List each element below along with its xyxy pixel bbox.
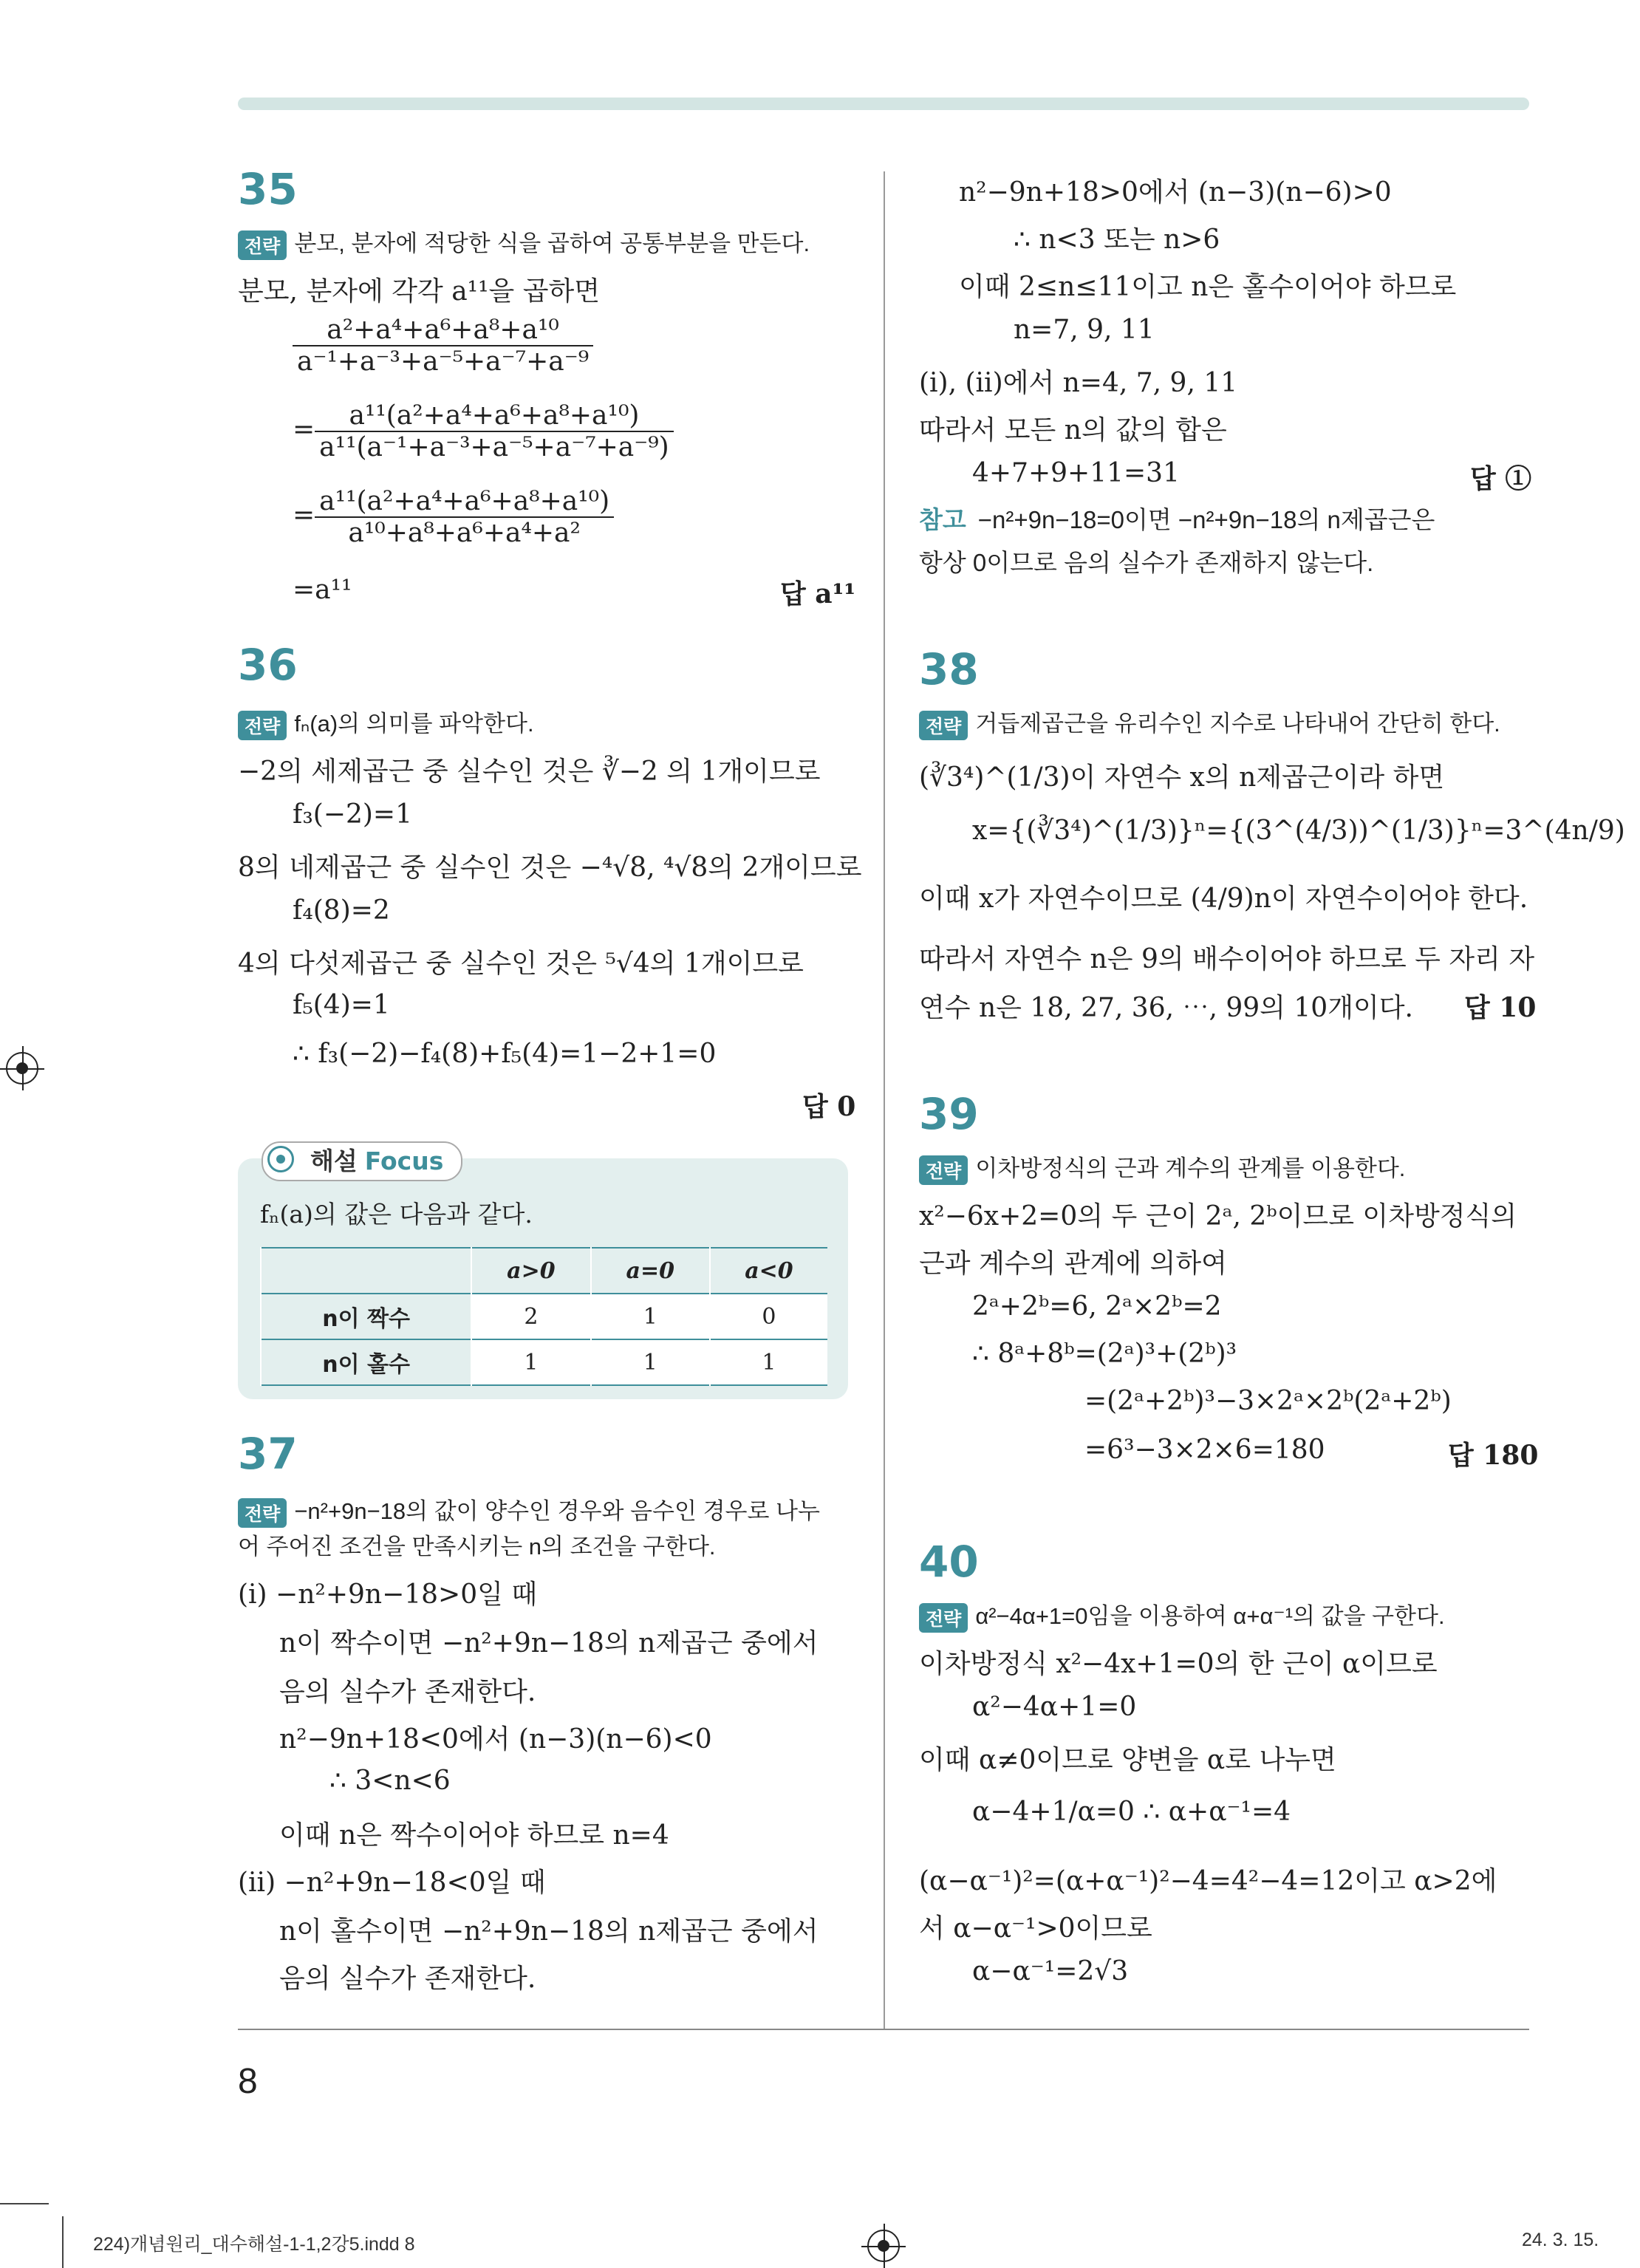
p38-line: (∛3⁴)^(1/3)이 자연수 x의 n제곱근이라 하면	[919, 762, 1445, 793]
p40-line: α−α⁻¹=2√3	[972, 1956, 1129, 1987]
p36-line: 8의 네제곱근 중 실수인 것은 −⁴√8, ⁴√8의 2개이므로	[238, 853, 862, 883]
p35-fraction-2: = $\frac{\text{a¹¹(a²+a⁴+a⁶+a⁸+a¹⁰)}}{\text{a¹¹(a⁻¹+a⁻³+a⁻⁵+a⁻⁷+a⁻⁹)}}$	[293, 400, 674, 462]
p36-line: f₅(4)=1	[293, 990, 390, 1020]
strategy-text: α²−4α+1=0임을 이용하여 α+α⁻¹의 값을 구한다.	[975, 1603, 1445, 1629]
page-number: 8	[238, 2062, 258, 2101]
p37-line: n이 홀수이면 −n²+9n−18의 n제곱근 중에서	[279, 1916, 819, 1947]
p37-line: 이때 2≤n≤11이고 n은 홀수이어야 하므로	[959, 272, 1457, 302]
p35-den-2: a¹¹(a⁻¹+a⁻³+a⁻⁵+a⁻⁷+a⁻⁹)	[319, 432, 669, 462]
p39-line: 근과 계수의 관계에 의하여	[919, 1249, 1227, 1279]
focus-title-ko: 해설	[310, 1147, 358, 1175]
p38-line: 연수 n은 18, 27, 36, ⋯, 99의 10개이다.	[919, 993, 1413, 1023]
p39-line: ∴ 8ᵃ+8ᵇ=(2ᵃ)³+(2ᵇ)³	[972, 1339, 1237, 1369]
p40-line: 이차방정식 x²−4x+1=0의 한 근이 α이므로	[919, 1649, 1438, 1679]
footer-divider	[238, 2029, 1529, 2030]
strategy-text: 이차방정식의 근과 계수의 관계를 이용한다.	[975, 1155, 1406, 1181]
strategy-38	[919, 705, 1500, 740]
registration-mark-icon	[867, 2230, 900, 2262]
p36-line: −2의 세제곱근 중 실수인 것은 ∛−2 의 1개이므로	[238, 756, 821, 787]
problem-number-35: 35	[238, 164, 298, 214]
p36-line: f₃(−2)=1	[293, 799, 412, 830]
problem-number-36: 36	[238, 640, 298, 690]
p37-line: n²−9n+18<0에서 (n−3)(n−6)<0	[279, 1724, 712, 1755]
p37-line: ∴ 3<n<6	[329, 1766, 451, 1796]
p40-line: α−4+1/α=0 ∴ α+α⁻¹=4	[972, 1797, 1291, 1827]
p37-line: 이때 n은 짝수이어야 하므로 n=4	[279, 1820, 669, 1851]
strategy-37	[238, 1492, 820, 1528]
p37-line: ∴ n<3 또는 n>6	[1014, 225, 1220, 255]
registration-mark-icon	[6, 1052, 38, 1085]
crop-mark	[0, 2203, 49, 2204]
p40-line: α²−4α+1=0	[972, 1692, 1137, 1722]
column-divider	[884, 171, 885, 2029]
answer-39: 답 180	[1448, 1440, 1539, 1471]
table-row	[261, 1339, 827, 1385]
p38-line: x={(∛3⁴)^(1/3)}ⁿ={(3^(4/3))^(1/3)}ⁿ=3^(4n/9)	[972, 816, 1625, 846]
note-37-cont: 항상 0이므로 음의 실수가 존재하지 않는다.	[919, 549, 1374, 576]
strategy-text: fₙ(a)의 의미를 파악한다.	[294, 711, 534, 737]
problem-number-37: 37	[238, 1429, 298, 1479]
p37-line: 4+7+9+11=31	[972, 458, 1180, 488]
p40-line: 서 α−α⁻¹>0이므로	[919, 1913, 1152, 1944]
footer-filename: 224)개념원리_대수해설-1-1,2강5.indd 8	[93, 2234, 415, 2255]
p37-line: 음의 실수가 존재한다.	[279, 1677, 536, 1707]
focus-title-en: Focus	[364, 1147, 444, 1175]
answer-38: 답 10	[1464, 992, 1537, 1023]
row-label: n이 짝수	[261, 1294, 471, 1339]
table-cell: 1	[591, 1339, 710, 1385]
p39-line: =(2ᵃ+2ᵇ)³−3×2ᵃ×2ᵇ(2ᵃ+2ᵇ)	[1084, 1386, 1452, 1416]
strategy-36	[238, 705, 534, 740]
p35-den-1: a⁻¹+a⁻³+a⁻⁵+a⁻⁷+a⁻⁹	[297, 346, 590, 377]
table-cell: 1	[471, 1339, 590, 1385]
crop-mark	[62, 2216, 64, 2268]
note-label: 참고	[919, 506, 966, 533]
answer-36: 답 0	[802, 1091, 856, 1122]
p36-line: f₄(8)=2	[293, 895, 390, 926]
p37-line: (i) −n²+9n−18>0일 때	[238, 1579, 538, 1610]
table-row	[261, 1294, 827, 1339]
strategy-37-cont: 어 주어진 조건을 만족시키는 n의 조건을 구한다.	[238, 1534, 716, 1560]
p37-line: (i), (ii)에서 n=4, 7, 9, 11	[919, 368, 1238, 398]
p36-line: 4의 다섯제곱근 중 실수인 것은 ⁵√4의 1개이므로	[238, 949, 804, 979]
table-header: a>0	[471, 1248, 590, 1294]
p35-fraction-3: = $\frac{\text{a¹¹(a²+a⁴+a⁶+a⁸+a¹⁰)}}{\text{a¹⁰+a⁸+a⁶+a⁴+a²}}$	[293, 486, 614, 548]
strategy-tag: 전략	[919, 1155, 968, 1185]
p39-line: =6³−3×2×6=180	[1084, 1435, 1325, 1465]
strategy-40	[919, 1597, 1445, 1633]
strategy-tag: 전략	[238, 230, 287, 260]
table-header: a=0	[591, 1248, 710, 1294]
p35-result: =a¹¹	[293, 575, 352, 605]
p39-line: 2ᵃ+2ᵇ=6, 2ᵃ×2ᵇ=2	[972, 1291, 1222, 1322]
focus-intro: fₙ(a)의 값은 다음과 같다.	[260, 1200, 533, 1229]
table-cell: 1	[591, 1294, 710, 1339]
table-cell: 0	[710, 1294, 827, 1339]
p37-line: n=7, 9, 11	[1014, 315, 1155, 345]
p35-fraction-1	[293, 315, 593, 377]
problem-number-39: 39	[919, 1089, 979, 1139]
table-cell: 2	[471, 1294, 590, 1339]
p38-line: 따라서 자연수 n은 9의 배수이어야 하므로 두 자리 자	[919, 944, 1535, 974]
table-header: a<0	[710, 1248, 827, 1294]
strategy-tag: 전략	[919, 711, 968, 740]
strategy-39	[919, 1150, 1405, 1185]
header-bar	[238, 98, 1529, 110]
p35-num-3: a¹¹(a²+a⁴+a⁶+a⁸+a¹⁰)	[315, 486, 614, 518]
strategy-tag: 전략	[919, 1603, 968, 1633]
answer-35: 답 a¹¹	[780, 578, 856, 609]
p37-line: n이 짝수이면 −n²+9n−18의 n제곱근 중에서	[279, 1628, 819, 1659]
strategy-tag: 전략	[238, 711, 287, 740]
p38-line: 이때 x가 자연수이므로 (4/9)n이 자연수이어야 한다.	[919, 884, 1528, 914]
p35-num-2: a¹¹(a²+a⁴+a⁶+a⁸+a¹⁰)	[315, 400, 674, 432]
target-icon	[267, 1146, 294, 1172]
strategy-text: −n²+9n−18의 값이 양수인 경우와 음수인 경우로 나누	[294, 1498, 820, 1524]
strategy-text: 분모, 분자에 적당한 식을 곱하여 공통부분을 만든다.	[294, 230, 810, 256]
p35-intro: 분모, 분자에 각각 a¹¹을 곱하면	[238, 276, 601, 307]
row-label: n이 홀수	[261, 1339, 471, 1385]
problem-number-40: 40	[919, 1537, 979, 1587]
p40-line: 이때 α≠0이므로 양변을 α로 나누면	[919, 1745, 1336, 1775]
p36-line: ∴ f₃(−2)−f₄(8)+f₅(4)=1−2+1=0	[293, 1039, 717, 1069]
p37-line: 음의 실수가 존재한다.	[279, 1964, 536, 1994]
table-corner	[261, 1248, 471, 1294]
focus-table	[260, 1247, 827, 1386]
note-37	[919, 501, 1435, 536]
table-cell: 1	[710, 1339, 827, 1385]
answer-37: 답 ①	[1470, 463, 1532, 494]
footer-date: 24. 3. 15.	[1522, 2230, 1599, 2250]
problem-number-38: 38	[919, 644, 979, 694]
strategy-tag: 전략	[238, 1498, 287, 1528]
p37-line: (ii) −n²+9n−18<0일 때	[238, 1868, 546, 1898]
p37-line: n²−9n+18>0에서 (n−3)(n−6)>0	[959, 177, 1392, 208]
p35-num-1: a²+a⁴+a⁶+a⁸+a¹⁰	[293, 315, 593, 346]
strategy-text: 거듭제곱근을 유리수인 지수로 나타내어 간단히 한다.	[975, 711, 1500, 737]
p35-den-3: a¹⁰+a⁸+a⁶+a⁴+a²	[348, 518, 581, 548]
strategy-35	[238, 225, 810, 260]
p40-line: (α−α⁻¹)²=(α+α⁻¹)²−4=4²−4=12이고 α>2에	[919, 1866, 1497, 1896]
note-text: −n²+9n−18=0이면 −n²+9n−18의 n제곱근은	[977, 506, 1435, 533]
p37-line: 따라서 모든 n의 값의 합은	[919, 415, 1227, 445]
p39-line: x²−6x+2=0의 두 근이 2ᵃ, 2ᵇ이므로 이차방정식의	[919, 1201, 1517, 1232]
